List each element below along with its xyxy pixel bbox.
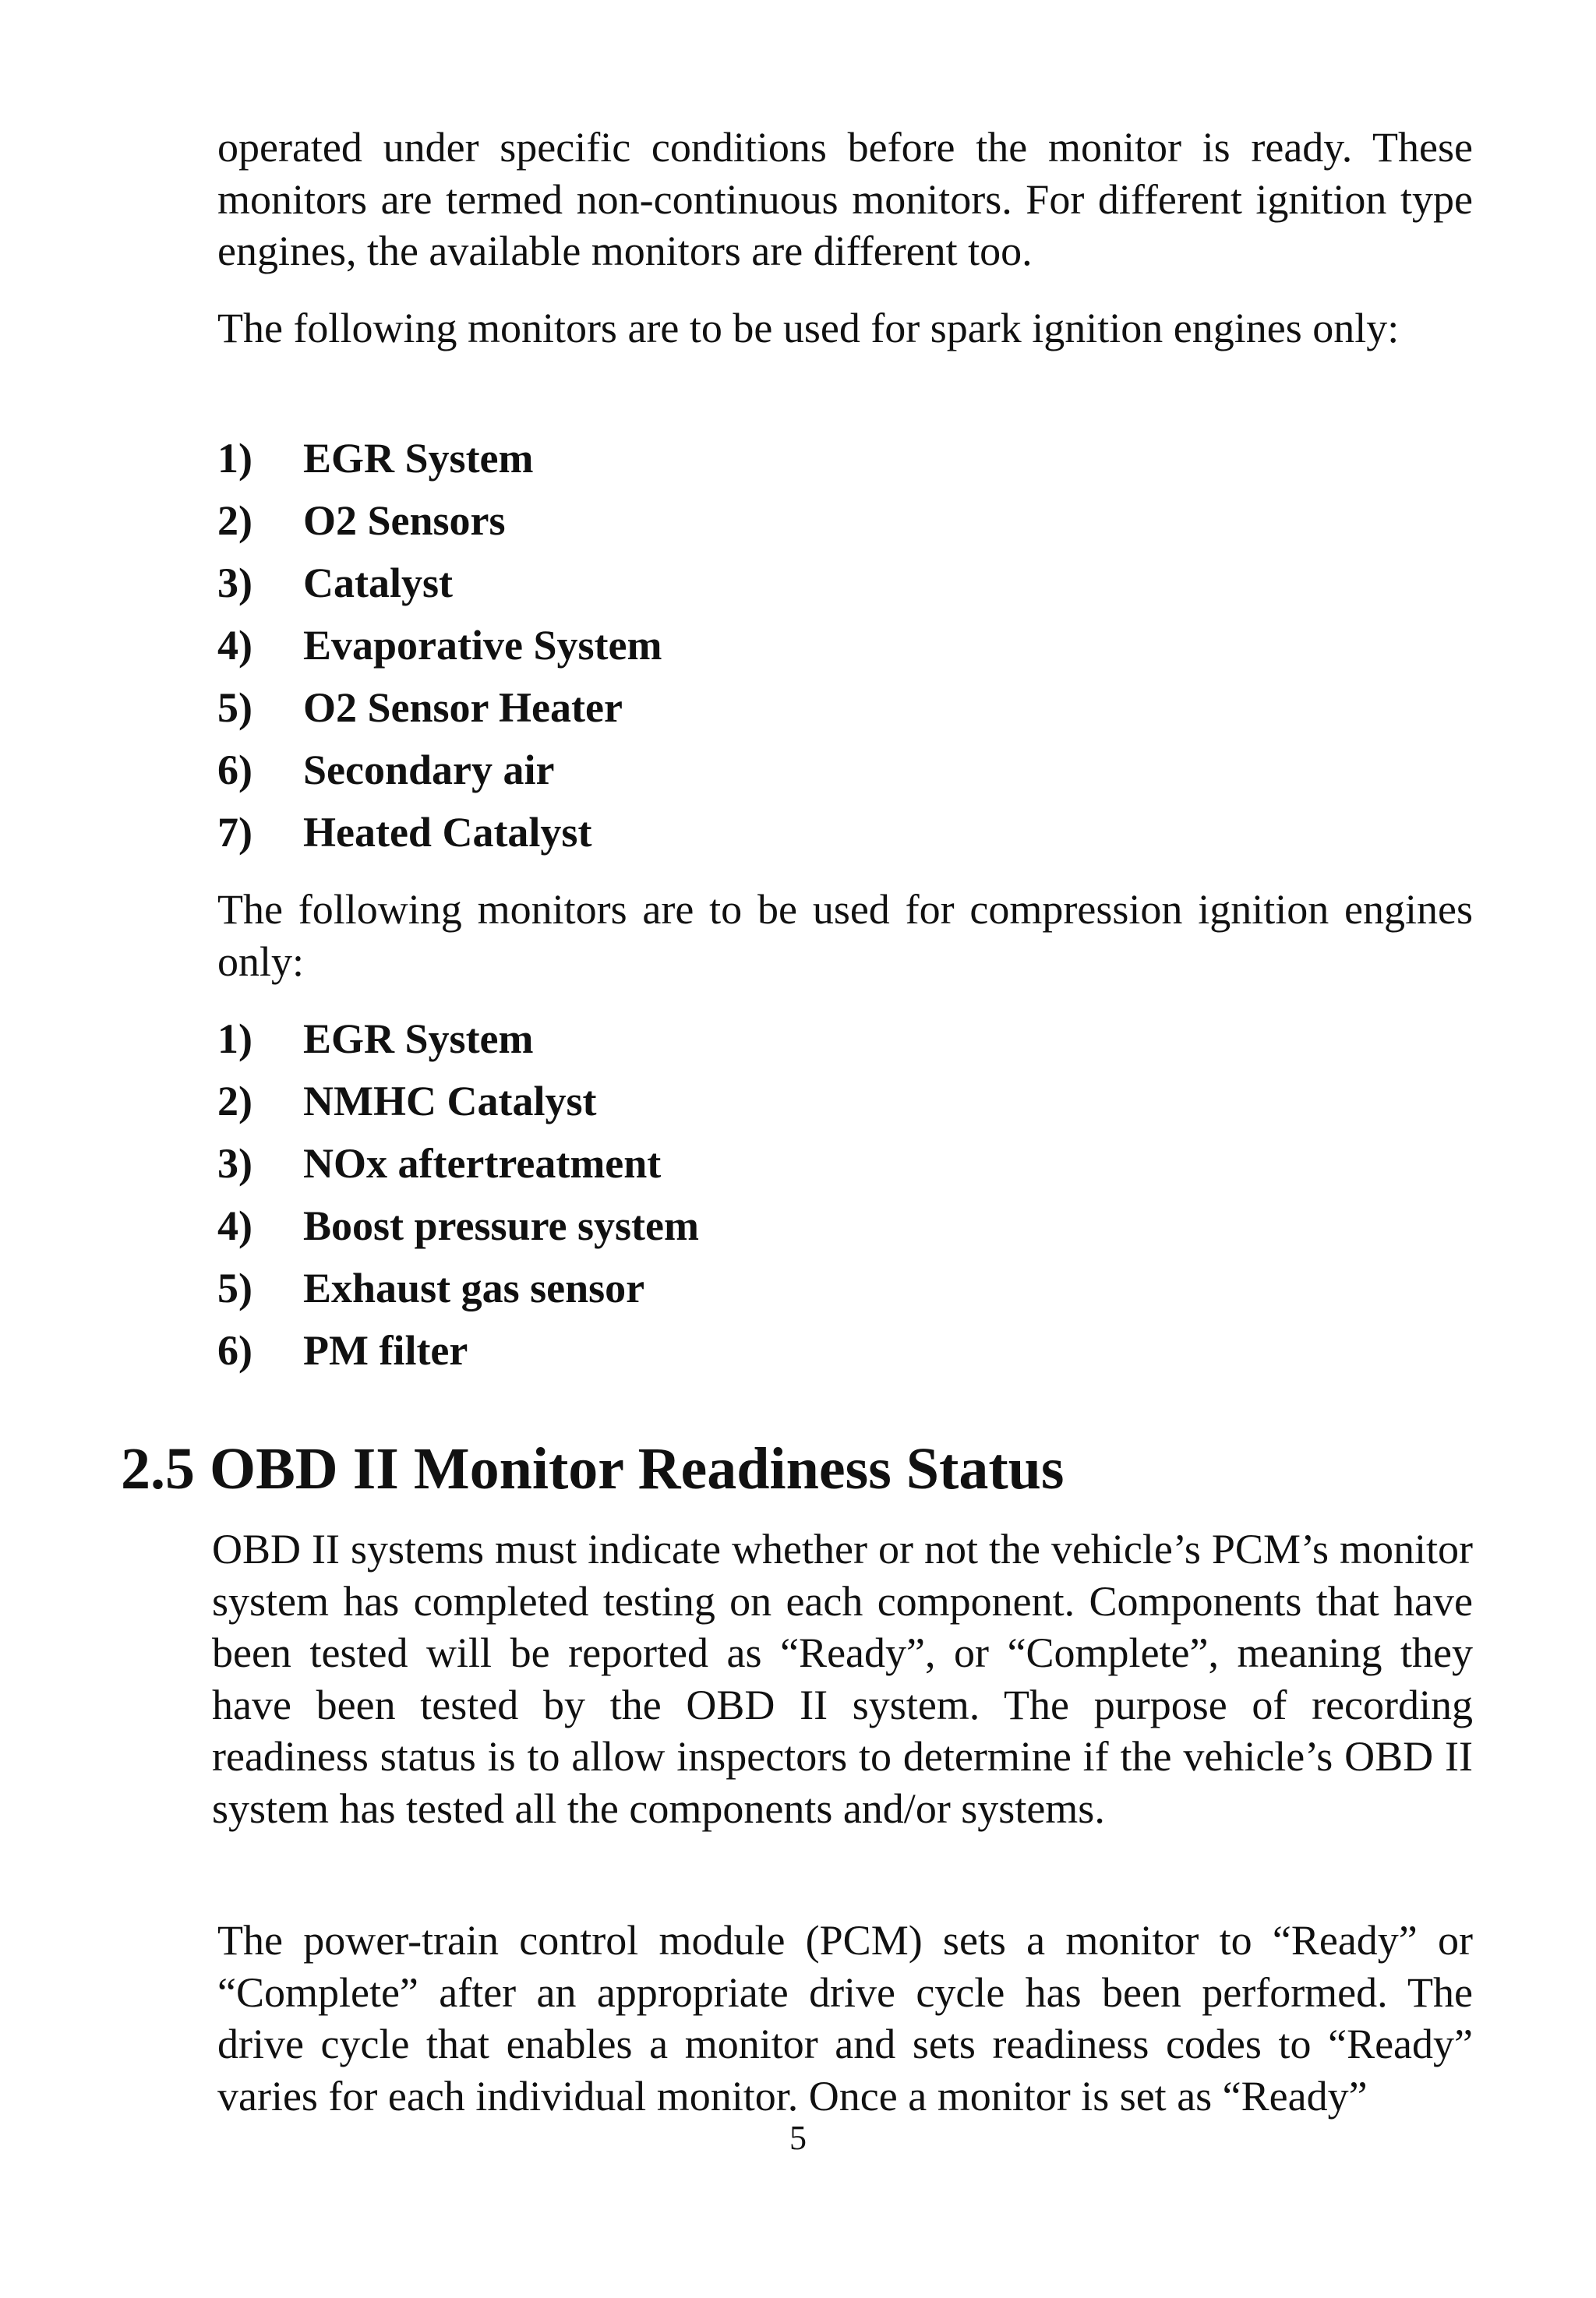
list-label: EGR System <box>303 1015 534 1062</box>
list-number: 2) <box>217 497 252 544</box>
list-number: 3) <box>217 559 252 606</box>
list-label: Secondary air <box>303 747 555 793</box>
list-label: Catalyst <box>303 559 453 606</box>
intro-paragraph: operated under specific conditions before the monitor is ready. These monitors are termed non-continuous monitors. For different ignition type engines, the available monitors are different too. <box>217 124 1473 274</box>
list-number: 7) <box>217 809 252 856</box>
list-number: 1) <box>217 435 252 482</box>
list-number: 6) <box>217 747 252 793</box>
list-number: 1) <box>217 1015 252 1062</box>
list-label: Boost pressure system <box>303 1202 699 1249</box>
compression-intro-paragraph: The following monitors are to be used for compression ignition engines only: <box>217 886 1473 985</box>
list-number: 5) <box>217 684 252 731</box>
list-label: PM filter <box>303 1327 468 1374</box>
list-label: NMHC Catalyst <box>303 1078 597 1124</box>
list-label: Evaporative System <box>303 622 662 669</box>
page-number: 5 <box>789 2119 807 2157</box>
list-label: Exhaust gas sensor <box>303 1265 645 1311</box>
spark-intro-paragraph: The following monitors are to be used for spark ignition engines only: <box>217 305 1400 351</box>
list-label: NOx aftertreatment <box>303 1140 662 1187</box>
list-label: O2 Sensor Heater <box>303 684 623 731</box>
list-label: Heated Catalyst <box>303 809 592 856</box>
list-number: 4) <box>217 1202 252 1249</box>
list-number: 5) <box>217 1265 252 1311</box>
list-number: 4) <box>217 622 252 669</box>
readiness-paragraph: OBD II systems must indicate whether or not the vehicle’s PCM’s monitor system has completed testing on each component. Components that have been tested will be reported as “Ready”, or “Complete”, meaning they have been tested by the OBD II system. The purpose of recording readiness status is to allow inspectors to determine if the vehicle’s OBD II system has tested all the components and/or systems. <box>212 1526 1473 1832</box>
list-label: EGR System <box>303 435 534 482</box>
list-number: 2) <box>217 1078 252 1124</box>
list-number: 6) <box>217 1327 252 1374</box>
list-number: 3) <box>217 1140 252 1187</box>
section-heading: 2.5 OBD II Monitor Readiness Status <box>121 1436 1065 1502</box>
list-label: O2 Sensors <box>303 497 506 544</box>
pcm-paragraph: The power-train control module (PCM) sets a monitor to “Ready” or “Complete” after an appropriate drive cycle has been performed. The drive cycle that enables a monitor and sets readiness codes to “Ready” varies for each individual monitor. Once a monitor is set as “Ready” <box>217 1917 1473 2120</box>
